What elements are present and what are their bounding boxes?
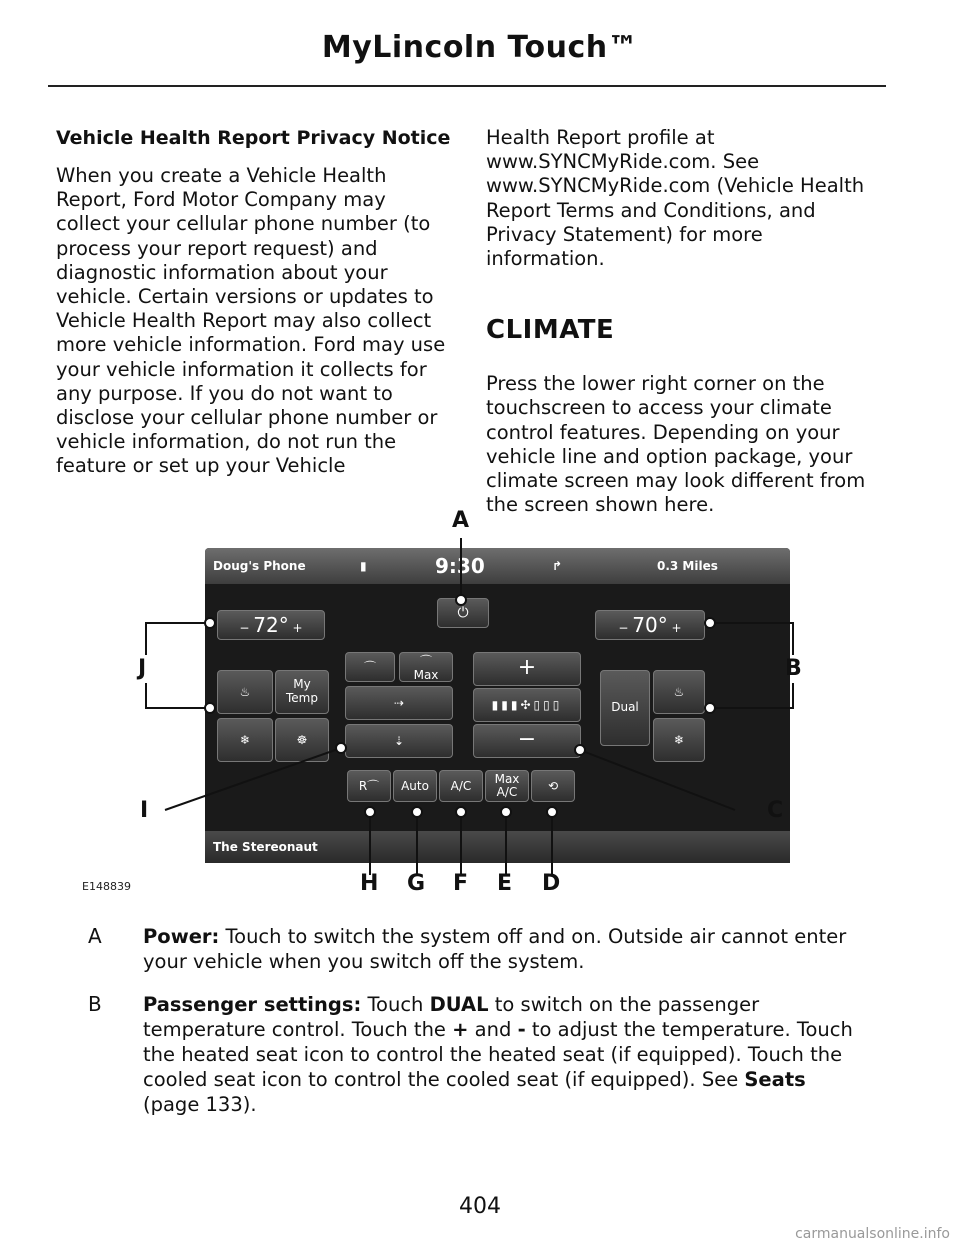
passenger-temp-value: 70° <box>632 613 668 637</box>
nav-turn-icon: ↱ <box>552 559 563 573</box>
rear-defrost-icon: R⌒ <box>358 779 380 793</box>
airflow-feet-icon: ⇣ <box>393 734 405 748</box>
profile-paragraph: Health Report profile at www.SYNCMyRide.com. See www.SYNCMyRide.com (Vehicle Health Report Terms and Conditions, and Privacy Statement) for more information. <box>486 126 865 271</box>
callout-dot-j-top <box>205 618 215 628</box>
callout-label-g: G <box>407 871 426 896</box>
signal-icon: ▮ <box>360 559 367 573</box>
recirculation-icon: ⟲ <box>547 779 559 793</box>
page-title: MyLincoln Touch™ <box>321 30 639 65</box>
plus-icon: + <box>671 621 682 635</box>
fan-icon: ▮▮▮✣▯▯▯ <box>491 698 563 712</box>
max-defrost-label: Max <box>413 668 439 682</box>
right-column <box>486 126 886 517</box>
privacy-subheading: Vehicle Health Report Privacy Notice <box>56 127 451 149</box>
callout-label-j: J <box>138 656 147 681</box>
callout-line-b-top <box>710 623 793 655</box>
callout-line-j-bottom <box>146 683 210 708</box>
definition-a <box>88 924 888 974</box>
defrost-icon: ⌒ <box>363 660 376 674</box>
callout-label-h: H <box>360 871 379 896</box>
callout-label-f: F <box>453 871 469 896</box>
page-number: 404 <box>459 1194 501 1219</box>
airflow-face-icon: ⇢ <box>393 696 405 710</box>
clock-time: 9:30 <box>435 554 485 578</box>
definition-text: Passenger settings: Touch DUAL to switch on the passenger temperature control. Touch the + and - to adjust the temperature. Touch the heated seat icon to control the heated seat (if equipped). Touch the cooled seat icon to control the cooled seat (if equipped). See Seats (page 133). <box>143 993 853 1116</box>
plus-icon: + <box>292 621 303 635</box>
callout-line-j-top <box>146 623 210 655</box>
header-divider <box>48 85 886 87</box>
max-ac-button[interactable]: Max A/C <box>485 770 529 802</box>
steering-wheel-icon: ☸ <box>296 733 308 747</box>
watermark: carmanualsonline.info <box>795 1226 950 1242</box>
seats-reference: Seats <box>744 1068 806 1091</box>
definition-key: A <box>88 924 102 948</box>
ac-button[interactable]: A/C <box>439 770 483 802</box>
minus-icon: − <box>239 621 250 635</box>
callout-dot-h <box>365 807 375 817</box>
climate-paragraph: Press the lower right corner on the touchscreen to access your climate control features. Depending on your vehicle line and option package, your climate screen may look different from the screen shown here. <box>486 372 866 517</box>
power-icon: ⏻ <box>457 605 469 621</box>
heated-seat-icon: ♨ <box>239 685 251 699</box>
definition-text: Power: Touch to switch the system off and on. Outside air cannot enter your vehicle when you switch off the system. <box>143 925 847 973</box>
definition-term: Passenger settings: <box>143 993 362 1016</box>
callout-lines <box>70 505 890 905</box>
callout-label-c: C <box>767 798 784 823</box>
callout-dot-f <box>456 807 466 817</box>
callout-dot-e <box>501 807 511 817</box>
callout-dot-j-bottom <box>205 703 215 713</box>
callout-dot-b-top <box>705 618 715 628</box>
dual-button[interactable]: Dual <box>600 670 650 746</box>
callout-label-i: I <box>140 798 149 823</box>
callout-dot-b-bottom <box>705 703 715 713</box>
callout-label-a: A <box>452 508 470 533</box>
callout-dot-d <box>547 807 557 817</box>
callout-dot-a <box>456 595 466 605</box>
left-column <box>56 126 451 479</box>
minus-icon: − <box>618 621 629 635</box>
callout-label-d: D <box>542 871 561 896</box>
fan-decrease-button[interactable]: − <box>473 724 581 758</box>
radio-station: The Stereonaut <box>213 840 318 854</box>
callout-dot-g <box>412 807 422 817</box>
privacy-paragraph: When you create a Vehicle Health Report, Ford Motor Company may collect your cellular phone number (to process your report request) and diagnostic information about your vehicle. Certain versions or updates to Vehicle Health Report may also collect more vehicle information. Ford may use your vehicle information it collects for any purpose. If you do not want to disclose your cellular phone number or vehicle information, do not run the feature or set up your Vehicle <box>56 164 446 478</box>
definition-list <box>88 924 888 1135</box>
callout-label-e: E <box>497 871 513 896</box>
climate-heading: CLIMATE <box>486 315 615 346</box>
figure-code: E148839 <box>82 880 131 893</box>
callout-line-b-bottom <box>710 683 793 708</box>
heated-seat-icon: ♨ <box>673 685 685 699</box>
nav-distance: 0.3 Miles <box>657 559 718 573</box>
phone-name: Doug's Phone <box>213 559 306 573</box>
auto-button[interactable]: Auto <box>393 770 437 802</box>
cooled-seat-icon: ❄ <box>673 733 685 747</box>
callout-dot-i <box>336 743 346 753</box>
callout-dot-c <box>575 745 585 755</box>
cooled-seat-icon: ❄ <box>239 733 251 747</box>
climate-figure <box>70 505 890 905</box>
driver-temp-value: 72° <box>253 613 289 637</box>
fan-increase-button[interactable]: + <box>473 652 581 686</box>
callout-line-c <box>580 750 735 810</box>
definition-term: Power: <box>143 925 220 948</box>
my-temp-button[interactable]: My Temp <box>275 670 329 714</box>
defrost-icon: ⌒ <box>419 654 432 668</box>
callout-line-i <box>165 748 341 810</box>
definition-key: B <box>88 992 102 1016</box>
callout-label-b: B <box>785 656 802 681</box>
definition-b <box>88 992 888 1117</box>
